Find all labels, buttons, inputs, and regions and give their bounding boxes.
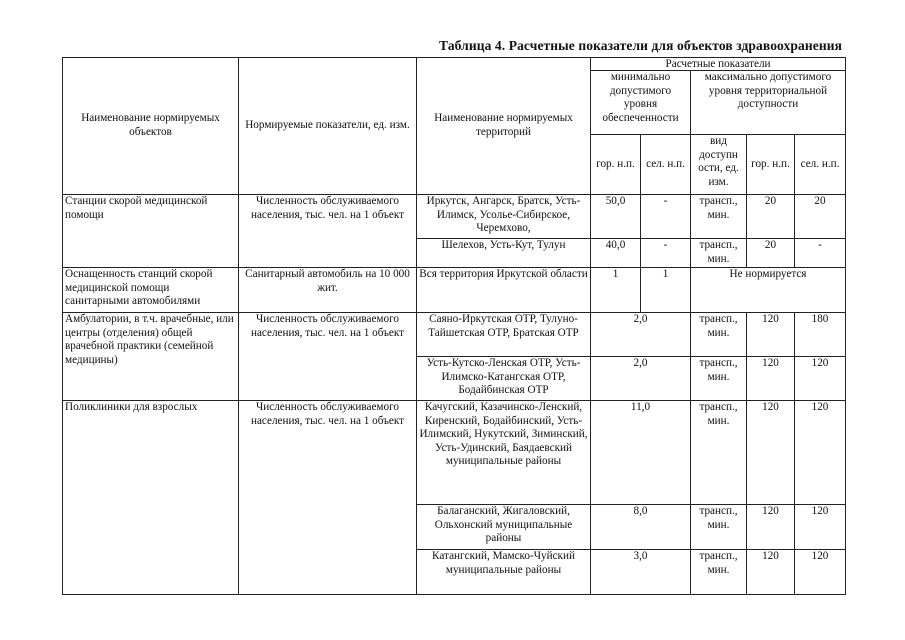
access-type: трансп., мин. (691, 357, 747, 401)
max-sel-value: 120 (795, 401, 846, 505)
max-gor-value: 120 (747, 550, 795, 595)
header-min-sel: сел. н.п. (641, 135, 691, 195)
table-caption: Таблица 4. Расчетные показатели для объектов здравоохранения (439, 38, 842, 53)
territory: Саяно-Иркутская ОТР, Тулуно-Тайшетская ОТР, Братская ОТР (417, 313, 591, 357)
min-gor-value: 1 (591, 268, 641, 313)
indicator: Численность обслуживаемого населения, тыс. чел. на 1 объект (239, 313, 417, 401)
territory: Балаганский, Жигаловский, Ольхонский муниципальные районы (417, 505, 591, 550)
max-sel-value: 120 (795, 550, 846, 595)
territory: Катангский, Мамско-Чуйский муниципальные районы (417, 550, 591, 595)
header-indicators: Нормируемые показатели, ед. изм. (239, 58, 417, 195)
header-objects: Наименование нормируемых объектов (63, 58, 239, 195)
min-sel-value: 1 (641, 268, 691, 313)
object-name: Оснащенность станций скорой медицинской помощи санитарными автомобилями (63, 268, 239, 313)
header-territories: Наименование нормируемых территорий (417, 58, 591, 195)
min-gor-value: 40,0 (591, 239, 641, 268)
max-sel-value: 120 (795, 357, 846, 401)
indicator: Численность обслуживаемого населения, тыс. чел. на 1 объект (239, 195, 417, 268)
max-sel-value: 20 (795, 195, 846, 239)
access-type: трансп., мин. (691, 401, 747, 505)
header-min-gor: гор. н.п. (591, 135, 641, 195)
min-sel-value: - (641, 195, 691, 239)
access-type: трансп., мин. (691, 505, 747, 550)
healthcare-indicators-table (62, 57, 846, 595)
access-type: трансп., мин. (691, 195, 747, 239)
territory: Шелехов, Усть-Кут, Тулун (417, 239, 591, 268)
object-name: Станции скорой медицинской помощи (63, 195, 239, 268)
table-row (63, 195, 846, 239)
min-sel-value: - (641, 239, 691, 268)
access-type: трансп., мин. (691, 550, 747, 595)
territory: Качугский, Казачинско-Ленский, Киренский, Бодайбинский, Усть-Илимский, Нукутский, Зиминский, Усть-Удинский, Баядаевский муниципальные районы (417, 401, 591, 505)
access-type: трансп., мин. (691, 313, 747, 357)
min-level-value: 8,0 (591, 505, 691, 550)
header-max-gor: гор. н.п. (747, 135, 795, 195)
header-min-level: минимально допустимого уровня обеспеченности (591, 71, 691, 135)
table-row (63, 401, 846, 505)
max-sel-value: - (795, 239, 846, 268)
min-level-value: 3,0 (591, 550, 691, 595)
header-vid: вид доступн ости, ед. изм. (691, 135, 747, 195)
min-level-value: 2,0 (591, 313, 691, 357)
max-gor-value: 20 (747, 195, 795, 239)
max-gor-value: 120 (747, 313, 795, 357)
indicator: Численность обслуживаемого населения, тыс. чел. на 1 объект (239, 401, 417, 595)
territory: Вся территория Иркутской области (417, 268, 591, 313)
header-calc: Расчетные показатели (591, 58, 846, 71)
max-sel-value: 120 (795, 505, 846, 550)
indicator: Санитарный автомобиль на 10 000 жит. (239, 268, 417, 313)
access-type: трансп., мин. (691, 239, 747, 268)
header-max-level: максимально допустимого уровня территориальной доступности (691, 71, 846, 135)
not-normalized-note: Не нормируется (691, 268, 846, 313)
table-row (63, 268, 846, 313)
min-level-value: 11,0 (591, 401, 691, 505)
max-gor-value: 120 (747, 357, 795, 401)
max-gor-value: 120 (747, 401, 795, 505)
object-name: Амбулатории, в т.ч. врачебные, или центры (отделения) общей врачебной практики (семейной медицины) (63, 313, 239, 401)
header-row-1 (63, 58, 846, 71)
max-gor-value: 120 (747, 505, 795, 550)
territory: Иркутск, Ангарск, Братск, Усть-Илимск, Усолье-Сибирское, Черемхово, (417, 195, 591, 239)
max-gor-value: 20 (747, 239, 795, 268)
header-max-sel: сел. н.п. (795, 135, 846, 195)
max-sel-value: 180 (795, 313, 846, 357)
min-gor-value: 50,0 (591, 195, 641, 239)
table-row (63, 313, 846, 357)
min-level-value: 2,0 (591, 357, 691, 401)
object-name: Поликлиники для взрослых (63, 401, 239, 595)
territory: Усть-Кутско-Ленская ОТР, Усть-Илимско-Катангская ОТР, Бодайбинская ОТР (417, 357, 591, 401)
